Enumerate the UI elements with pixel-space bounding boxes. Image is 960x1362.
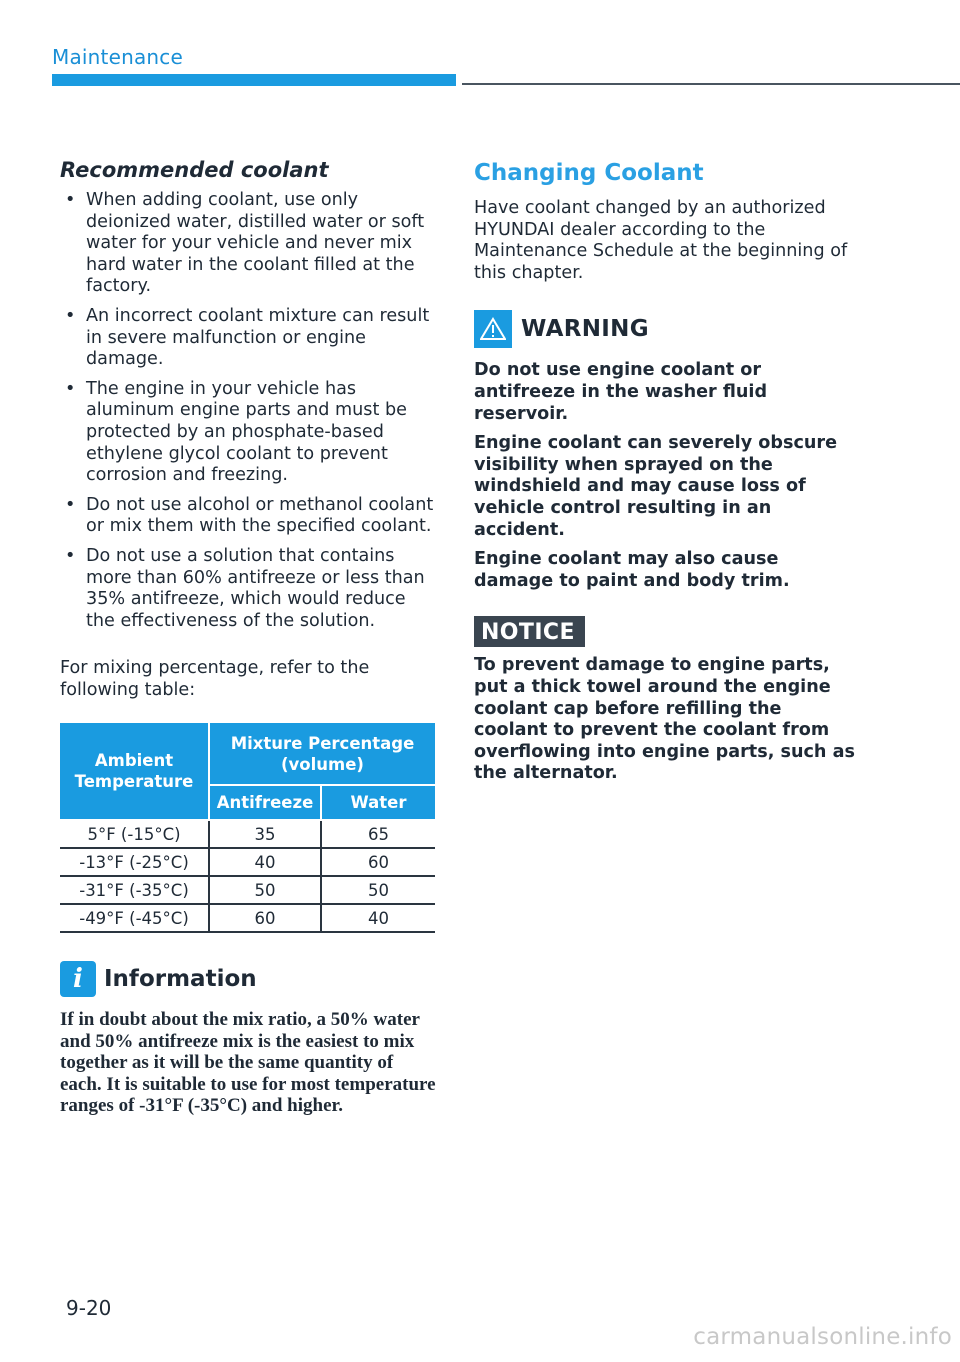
cell-temp: -31°F (-35°C) xyxy=(60,876,209,904)
list-item: • Do not use a solution that contains more than 60% antifreeze or less than 35% antifreeze, which would reduce the effectiveness of the solution. xyxy=(60,546,436,632)
watermark: carmanualsonline.info xyxy=(693,1324,952,1350)
warning-title: WARNING xyxy=(521,316,649,343)
warning-paragraph: Engine coolant can severely obscure visibility when sprayed on the windshield and may cause loss of vehicle control resulting in an accident. xyxy=(474,433,838,540)
table-row xyxy=(60,820,435,848)
changing-coolant-text: Have coolant changed by an authorized HYUNDAI dealer according to the Maintenance Schedule at the beginning of this chapter. xyxy=(474,198,848,283)
changing-coolant-heading: Changing Coolant xyxy=(474,160,704,186)
mixture-table xyxy=(60,723,435,933)
information-title: Information xyxy=(104,966,257,993)
notice-badge: NOTICE xyxy=(474,616,585,647)
warning-paragraph: Do not use engine coolant or antifreeze in the washer fluid reservoir. xyxy=(474,360,768,424)
header-antifreeze: Antifreeze xyxy=(209,785,321,821)
header-accent-bar xyxy=(52,74,456,86)
cell-temp: -13°F (-25°C) xyxy=(60,848,209,876)
cell-water: 50 xyxy=(321,876,435,904)
list-item: • Do not use alcohol or methanol coolant or mix them with the specified coolant. xyxy=(60,495,436,538)
warning-header xyxy=(474,310,860,348)
cell-water: 65 xyxy=(321,820,435,848)
header-mixture-percentage: Mixture Percentage (volume) xyxy=(209,723,435,784)
notice-body: To prevent damage to engine parts, put a thick towel around the engine coolant cap before refilling the coolant to prevent the coolant from overflowing into engine parts, such as the alternator. xyxy=(474,655,855,784)
right-column xyxy=(474,158,860,793)
cell-antifreeze: 35 xyxy=(209,820,321,848)
table-row xyxy=(60,876,435,904)
cell-antifreeze: 60 xyxy=(209,904,321,932)
cell-water: 60 xyxy=(321,848,435,876)
information-body: If in doubt about the mix ratio, a 50% water and 50% antifreeze mix is the easiest to mix together as it will be the same quantity of each. It is suitable to use for most temperature ranges of -31°F (-35°C) and higher. xyxy=(60,1009,436,1117)
page-number: 9-20 xyxy=(66,1296,112,1320)
table-row xyxy=(60,848,435,876)
warning-triangle-icon xyxy=(474,310,512,348)
left-column xyxy=(60,158,436,1117)
cell-antifreeze: 50 xyxy=(209,876,321,904)
mixing-intro: For mixing percentage, refer to the following table: xyxy=(60,658,370,700)
cell-temp: 5°F (-15°C) xyxy=(60,820,209,848)
information-header xyxy=(60,961,436,997)
list-item: • The engine in your vehicle has aluminum engine parts and must be protected by an phosphate-based ethylene glycol coolant to prevent corrosion and freezing. xyxy=(60,379,436,487)
header-water: Water xyxy=(321,785,435,821)
cell-water: 40 xyxy=(321,904,435,932)
warning-body xyxy=(474,360,860,592)
coolant-bullet-list xyxy=(60,190,436,632)
header-rule xyxy=(462,83,960,85)
list-item: • An incorrect coolant mixture can result in severe malfunction or engine damage. xyxy=(60,306,436,371)
warning-paragraph: Engine coolant may also cause damage to paint and body trim. xyxy=(474,549,790,591)
table-row xyxy=(60,904,435,932)
header-section-title: Maintenance xyxy=(52,45,183,69)
header-ambient-temperature: Ambient Temperature xyxy=(60,723,209,820)
list-item: • When adding coolant, use only deionized water, distilled water or soft water for your vehicle and never mix hard water in the coolant filled at the factory. xyxy=(60,190,436,298)
info-icon: i xyxy=(60,961,96,997)
recommended-coolant-heading: Recommended coolant xyxy=(60,158,329,182)
cell-antifreeze: 40 xyxy=(209,848,321,876)
cell-temp: -49°F (-45°C) xyxy=(60,904,209,932)
